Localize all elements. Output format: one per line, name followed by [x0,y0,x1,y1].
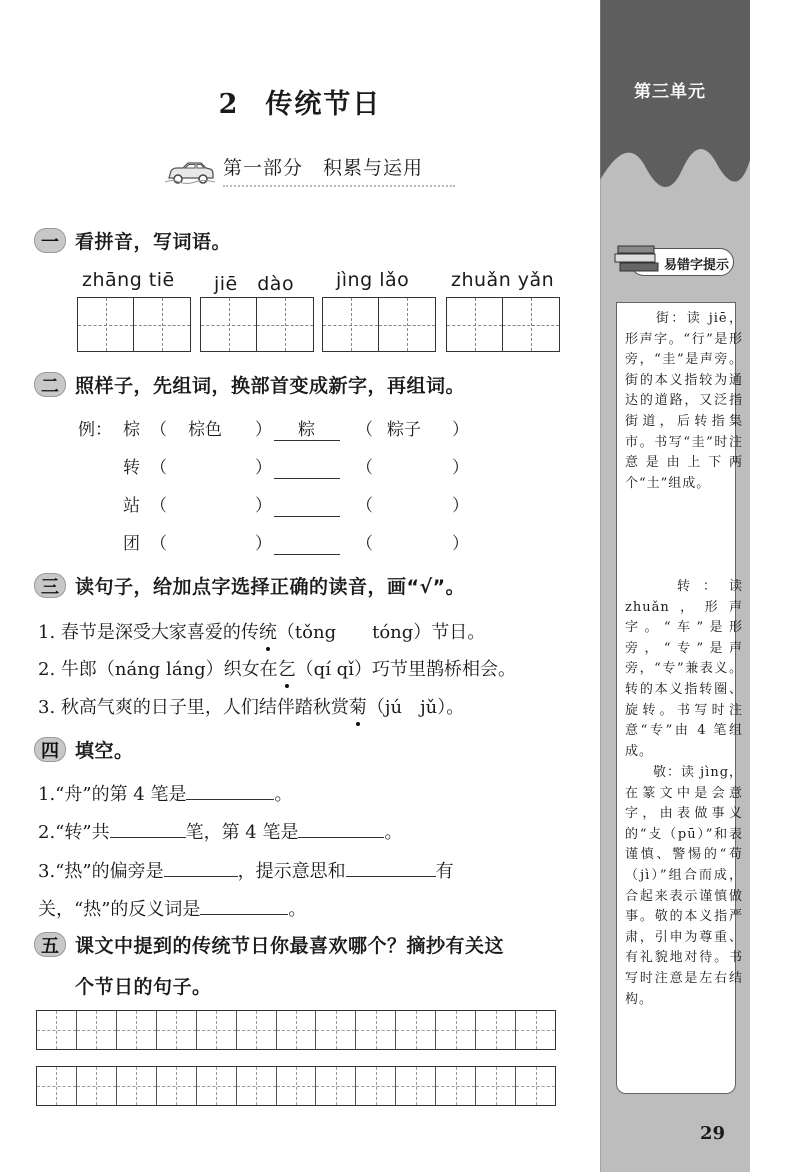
answer-blank[interactable] [274,478,340,479]
example-new-word: 粽子 [387,420,421,440]
example-row [0,415,600,441]
paren-close: ） [452,496,469,516]
dotted-char: 统 [259,618,277,644]
answer-blank[interactable] [274,516,340,517]
answer-blank[interactable] [186,782,274,800]
tian-grid-3[interactable] [322,297,436,352]
section-4-heading [34,736,134,763]
paren-open: （ [150,458,167,478]
sentence-3: 3. 秋高气爽的日子里，人们结伴踏秋赏菊（jú jǔ）。 [38,693,464,719]
tian-grid-1[interactable] [77,297,191,352]
fill-line-4: 关，“热”的反义词是 。 [38,899,307,920]
paren-close: ） [255,458,272,478]
pinyin-4: zhuǎn yǎn [451,269,555,291]
example-char: 棕 [123,420,140,440]
paren-open: （ [150,420,167,440]
paren-close: ） [255,420,272,440]
paren-open: （ [356,496,373,516]
part-title: 第一部分 积累与运用 [223,157,424,179]
paren-open: （ [150,534,167,554]
paren-close: ） [255,534,272,554]
sidebar [600,0,800,1172]
note-jing: 敬：读 jìng，在篆文中是会意字，由表做事义的“攴（pū）”和表谨慎、警惕的“苟（jì）”组合而成，合起来表示谨慎做事。敬的本义指严肃，引申为尊重、有礼貌地对待。书写时注意是左右结构。 [625,765,744,1007]
sentence-1: 1. 春节是深受大家喜爱的传统（tǒng tóng）节日。 [38,618,485,644]
section-3-heading [34,572,465,599]
page-number: 29 [700,1123,726,1144]
fill-line-1: 1.“舟”的第 4 笔是 。 [38,784,293,805]
section-3-instruction: 读句子，给加点字选择正确的读音，画“√”。 [75,576,466,598]
lesson-name: 传统节日 [265,89,382,120]
section-1-instruction: 看拼音，写词语。 [75,231,232,253]
tip-notes-panel [616,302,744,1094]
tian-grid-4[interactable] [446,297,560,352]
pinyin-2: jiē dào [214,273,295,295]
row-char: 站 [123,496,140,516]
section-2-instruction: 照样子，先组词，换部首变成新字，再组词。 [75,375,466,397]
tian-grid-2[interactable] [200,297,314,352]
compose-row-3 [0,529,600,555]
section-1-heading [34,227,231,254]
fill-line-3: 3.“热”的偏旁是 ，提示意思和 有 [38,861,454,882]
example-word: 棕色 [188,420,222,440]
fill-line-2: 2.“转”共 笔，第 4 笔是 。 [38,822,403,843]
sentence-2: 2. 牛郎（náng láng）织女在乞（qí qǐ）巧节里鹊桥相会。 [38,655,516,681]
writing-grid-2[interactable] [36,1066,556,1106]
writing-grid-1[interactable] [36,1010,556,1050]
section-5-heading [34,931,504,958]
answer-blank[interactable] [110,820,186,838]
section-2-heading [34,371,465,398]
books-icon [614,242,662,276]
section-4-badge: 四 [34,737,66,762]
row-char: 团 [123,534,140,554]
dotted-char: 菊 [349,693,367,719]
section-4-instruction: 填空。 [75,740,134,762]
paren-close: ） [255,496,272,516]
pinyin-3: jìng lǎo [336,269,410,291]
part-heading [165,150,455,190]
example-label: 例： [78,420,112,440]
section-5-instruction-cont: 个节日的句子。 [75,976,212,998]
paren-open: （ [150,496,167,516]
paren-close: ） [452,534,469,554]
lesson-number: 2 [218,89,240,120]
section-2-badge: 二 [34,372,66,397]
unit-label: 第三单元 [634,82,706,102]
note-zhuan: 转：读 zhuǎn，形声字。“车”是形旁，“专”是声旁，“专”兼表义。转的本义指转圈、旋转。书写时注意“专”由 4 笔组成。 [625,579,743,759]
answer-blank[interactable] [200,897,288,915]
paren-close: ） [452,420,469,440]
answer-blank[interactable] [346,859,436,877]
section-5-badge: 五 [34,932,66,957]
row-char: 转 [123,458,140,478]
answer-blank[interactable] [274,554,340,555]
pinyin-1: zhāng tiē [82,269,175,291]
part-divider [223,185,455,187]
lesson-title [0,82,600,121]
note-jie: 街：读 jiē，形声字。“行”是形旁，“圭”是声旁。街的本义指较为通达的道路，又泛指街道，后转指集市。书写“圭”时注意是由上下两个“土”组成。 [625,311,743,491]
section-5-instruction: 课文中提到的传统节日你最喜欢哪个？摘抄有关这 [75,935,505,957]
paren-open: （ [356,458,373,478]
answer-blank[interactable] [164,859,238,877]
paren-open: （ [356,534,373,554]
dotted-char: 乞 [278,655,296,681]
compose-row-1 [0,453,600,479]
section-1-badge: 一 [34,228,66,253]
section-3-badge: 三 [34,573,66,598]
tip-title: 易错字提示 [664,258,730,273]
car-icon [165,160,215,186]
example-new-char: 粽 [298,420,315,440]
answer-blank[interactable] [298,820,384,838]
compose-row-2 [0,491,600,517]
tip-header [614,238,736,284]
paren-open: （ [356,420,373,440]
paren-close: ） [452,458,469,478]
example-underline [274,440,340,441]
